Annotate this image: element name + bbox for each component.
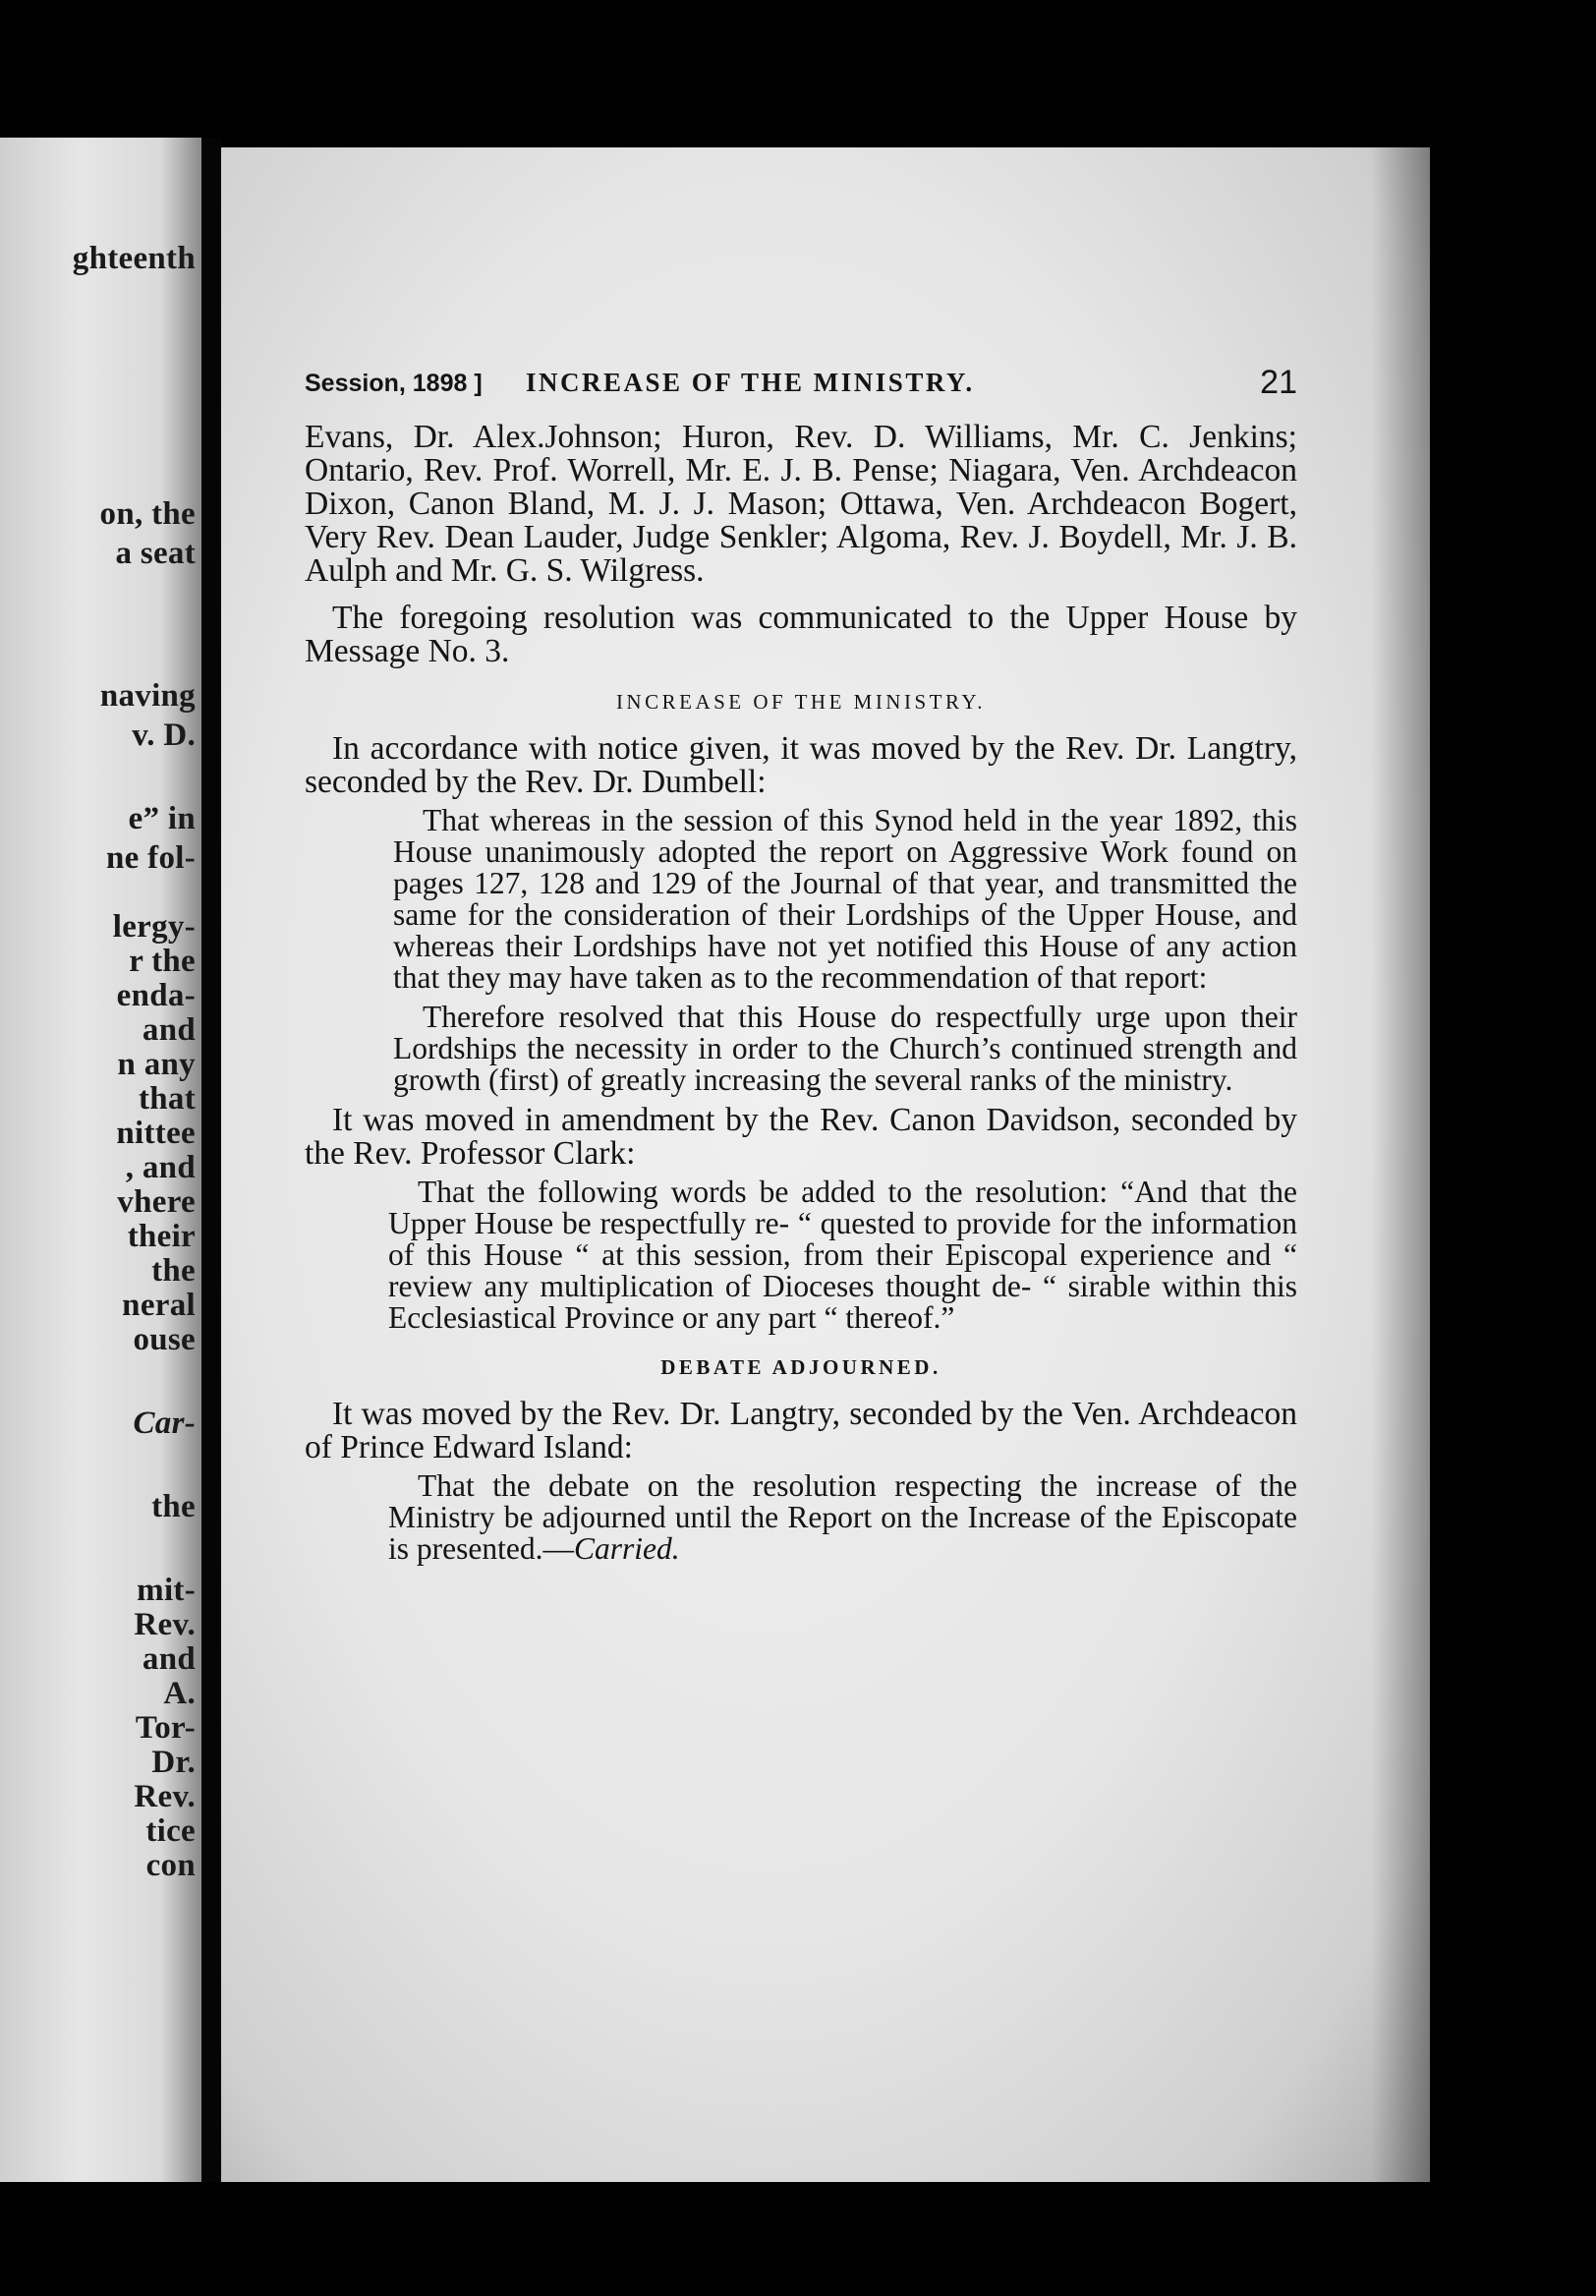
left-page-line: Dr. [151,1745,196,1780]
page-edge-shadow [1371,147,1430,2182]
left-page-line: and [142,1641,196,1677]
left-page-line: ne fol- [106,840,196,876]
carried-label: Carried. [573,1531,680,1566]
paragraph-adjourn-motion: It was moved by the Rev. Dr. Langtry, seconded by the Ven. Archdeacon of Prince Edward Island: [305,1396,1297,1465]
resolution-therefore: Therefore resolved that this House do respectfully urge upon their Lordships the necessity in order to the Church’s continued strength and growth (first) of greatly increasing the several ranks of the ministry. [393,1000,1297,1097]
session-label: Session, 1898 ] [305,370,483,397]
section-heading-debate: DEBATE ADJOURNED. [660,1355,941,1379]
left-page-line: ouse [133,1322,196,1357]
left-page-line: vhere [117,1184,196,1220]
left-page-line: their [127,1219,196,1254]
page-number: 21 [1260,364,1297,401]
adjourn-resolution [305,1470,1297,1565]
left-page-line: Rev. [134,1779,196,1814]
paragraph-communicated: The foregoing resolution was communicated to the Upper House by Message No. 3. [305,600,1297,669]
left-page-line: A. [163,1676,196,1711]
left-page-line: naving [99,678,196,714]
body-text [305,421,1297,1573]
left-page-line: r the [129,944,196,979]
left-page-line: n any [117,1047,196,1082]
left-page-line: v. D. [132,718,196,753]
left-page-line: Tor- [135,1710,196,1746]
main-page [221,147,1430,2182]
left-page-line: a seat [115,536,196,571]
adjourn-resolution-text: That the debate on the resolution respecting the increase of the Ministry be adjourned until the Report on the Increase of the Episcopate is presented.— [388,1468,1297,1566]
left-page-line: Car- [133,1406,196,1441]
running-head [305,364,1297,403]
left-page-line: ghteenth [72,241,196,276]
left-page-line: that [138,1081,196,1117]
paragraph-motion: In accordance with notice given, it was moved by the Rev. Dr. Langtry, seconded by the Rev. Dr. Dumbell: [305,730,1297,800]
left-page-line: the [151,1253,196,1289]
paragraph-delegates: Evans, Dr. Alex.Johnson; Huron, Rev. D. Williams, Mr. C. Jenkins; Ontario, Rev. Prof. Worrell, Mr. E. J. B. Pense; Niagara, Ven. Archdeacon Dixon, Canon Bland, M. J. J. Mason; Ottawa, Ven. Archdeacon Bogert, Very Rev. Dean Lauder, Judge Senkler; Algoma, Rev. J. Boydell, Mr. J. B. Aulph and Mr. G. S. Wilgress. [305,419,1297,589]
left-page-line: the [151,1489,196,1524]
left-page-line: lergy- [112,909,196,945]
left-page-line: , and [125,1150,196,1185]
paragraph-amendment: It was moved in amendment by the Rev. Canon Davidson, seconded by the Rev. Professor Clark: [305,1102,1297,1172]
left-page-line: mit- [137,1573,196,1608]
left-page-line: on, the [99,496,196,532]
left-page-line: e” in [128,801,196,836]
left-page-line: tice [145,1813,196,1849]
left-page-line: enda- [116,978,196,1013]
left-page-fragment [0,138,201,2182]
left-page-line: and [142,1012,196,1048]
section-heading-increase: INCREASE OF THE MINISTRY. [615,690,987,714]
page-gutter [201,138,221,2182]
resolution-whereas: That whereas in the session of this Synod held in the year 1892, this House unanimously adopted the report on Aggressive Work found on pages 127, 128 and 129 of the Journal of that year, and transmitted the same for the consideration of their Lordships of the Upper House, and whereas their Lordships have not yet notified this House of any action that they may have taken as to the recommendation of that report: [393,803,1297,995]
running-title: INCREASE OF THE MINISTRY. [526,368,975,397]
left-page-line: con [145,1848,196,1883]
left-page-line: Rev. [134,1607,196,1642]
left-page-line: neral [122,1288,196,1323]
amendment-text: That the following words be added to the resolution: “And that the Upper House be respectfully re- “ quested to provide for the information of this House “ at this session, from their Episcopal experience and “ review any multiplication of Dioceses thought de- “ sirable within this Ecclesiastical Province or any part “ thereof.” [388,1175,1297,1335]
left-page-line: nittee [116,1116,196,1151]
